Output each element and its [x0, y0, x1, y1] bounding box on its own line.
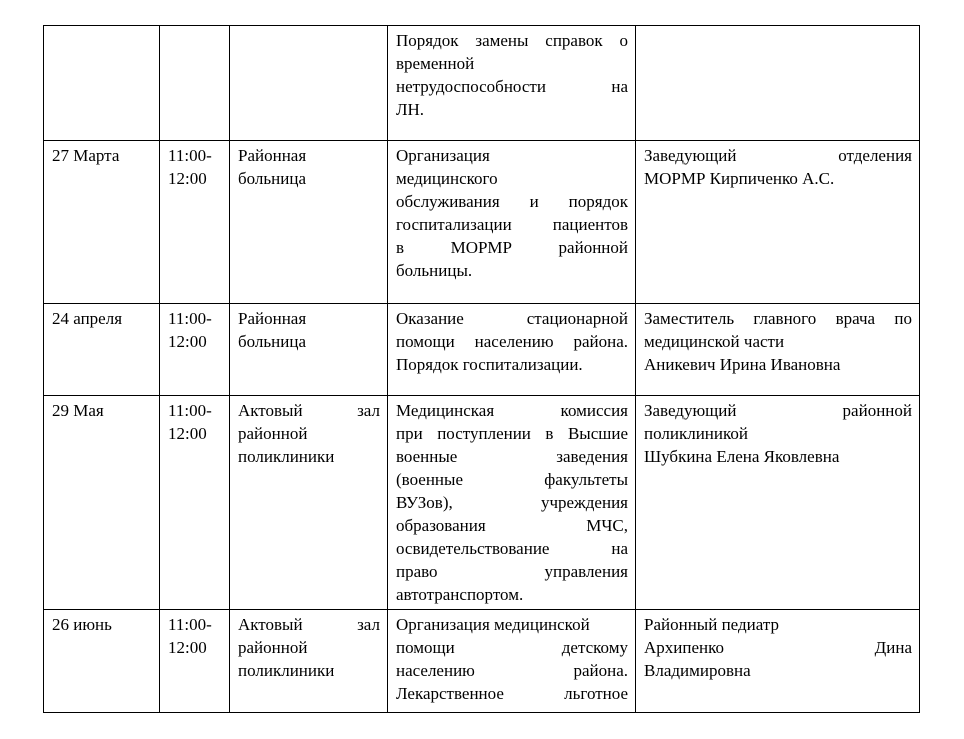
topic-line: Лекарственное льготное [396, 684, 628, 703]
place-line: районной [238, 638, 308, 657]
date-cell: 26 июнь [44, 610, 160, 713]
time-cell [160, 610, 230, 713]
time-line: 12:00 [168, 638, 207, 657]
place-line: Актовый зал [238, 615, 380, 634]
time-line: 11:00- [168, 615, 212, 634]
speaker-cell [636, 610, 920, 713]
topic-cell [388, 304, 636, 396]
time-line: 12:00 [168, 332, 207, 351]
topic-line: помощи населению района. [396, 332, 628, 351]
speaker-cell [636, 26, 920, 141]
speaker-line: поликлиникой [644, 424, 748, 443]
topic-line: военные заведения [396, 447, 628, 466]
topic-cell [388, 26, 636, 141]
place-line: больница [238, 169, 306, 188]
topic-line: право управления [396, 562, 628, 581]
place-line: больница [238, 332, 306, 351]
place-cell [230, 26, 388, 141]
speaker-line: Архипенко Дина [644, 638, 912, 657]
topic-line: Организация медицинской [396, 615, 590, 634]
topic-line: (военные факультеты [396, 470, 628, 489]
time-line: 11:00- [168, 401, 212, 420]
topic-line: временной [396, 54, 475, 73]
place-line: поликлиники [238, 661, 335, 680]
place-line: Районная [238, 309, 307, 328]
table-row [44, 396, 920, 610]
place-line: Актовый зал [238, 401, 380, 420]
topic-line: обслуживания и порядок [396, 192, 628, 211]
topic-line: Медицинская комиссия [396, 401, 628, 420]
place-line: поликлиники [238, 447, 335, 466]
time-line: 12:00 [168, 169, 207, 188]
topic-line: в МОРМР районной [396, 238, 628, 257]
speaker-line: Районный педиатр [644, 615, 779, 634]
speaker-line: медицинской части [644, 332, 785, 351]
time-cell [160, 304, 230, 396]
topic-line: помощи детскому [396, 638, 628, 657]
topic-line: ЛН. [396, 100, 425, 119]
place-cell [230, 396, 388, 610]
place-cell [230, 141, 388, 304]
table-row [44, 610, 920, 713]
speaker-cell [636, 141, 920, 304]
speaker-line: Шубкина Елена Яковлевна [644, 447, 840, 466]
speaker-line: Заведующий районной [644, 401, 912, 420]
speaker-line: Аникевич Ирина Ивановна [644, 355, 841, 374]
topic-line: при поступлении в Высшие [396, 424, 628, 443]
topic-line: ВУЗов), учреждения [396, 493, 628, 512]
time-line: 11:00- [168, 146, 212, 165]
topic-line: Порядок замены справок о [396, 31, 628, 50]
speaker-line: МОРМР Кирпиченко А.С. [644, 169, 835, 188]
topic-line: образования МЧС, [396, 516, 628, 535]
topic-cell [388, 610, 636, 713]
topic-text-clipped [396, 613, 628, 705]
time-cell [160, 141, 230, 304]
place-line: районной [238, 424, 308, 443]
topic-line: автотранспортом. [396, 585, 524, 604]
place-cell [230, 610, 388, 713]
topic-line: освидетельствование на [396, 539, 628, 558]
table-row [44, 26, 920, 141]
topic-cell [388, 141, 636, 304]
time-line: 11:00- [168, 309, 212, 328]
topic-line: нетрудоспособности на [396, 77, 628, 96]
topic-line: Оказание стационарной [396, 309, 628, 328]
topic-line: населению района. [396, 661, 628, 680]
topic-line: больницы. [396, 261, 473, 280]
date-cell: 29 Мая [44, 396, 160, 610]
topic-line: Порядок госпитализации. [396, 355, 583, 374]
speaker-line: Владимировна [644, 661, 751, 680]
speaker-line: Заместитель главного врача по [644, 309, 912, 328]
place-cell [230, 304, 388, 396]
speaker-line: Заведующий отделения [644, 146, 912, 165]
speaker-cell [636, 304, 920, 396]
time-cell [160, 396, 230, 610]
topic-cell [388, 396, 636, 610]
date-cell: 24 апреля [44, 304, 160, 396]
place-line: Районная [238, 146, 307, 165]
topic-line: Организация [396, 146, 490, 165]
topic-line: медицинского [396, 169, 498, 188]
topic-line: госпитализации пациентов [396, 215, 628, 234]
table-row [44, 141, 920, 304]
schedule-table [43, 25, 920, 713]
time-cell [160, 26, 230, 141]
speaker-cell [636, 396, 920, 610]
table-row [44, 304, 920, 396]
date-cell: 27 Марта [44, 141, 160, 304]
time-line: 12:00 [168, 424, 207, 443]
date-cell [44, 26, 160, 141]
